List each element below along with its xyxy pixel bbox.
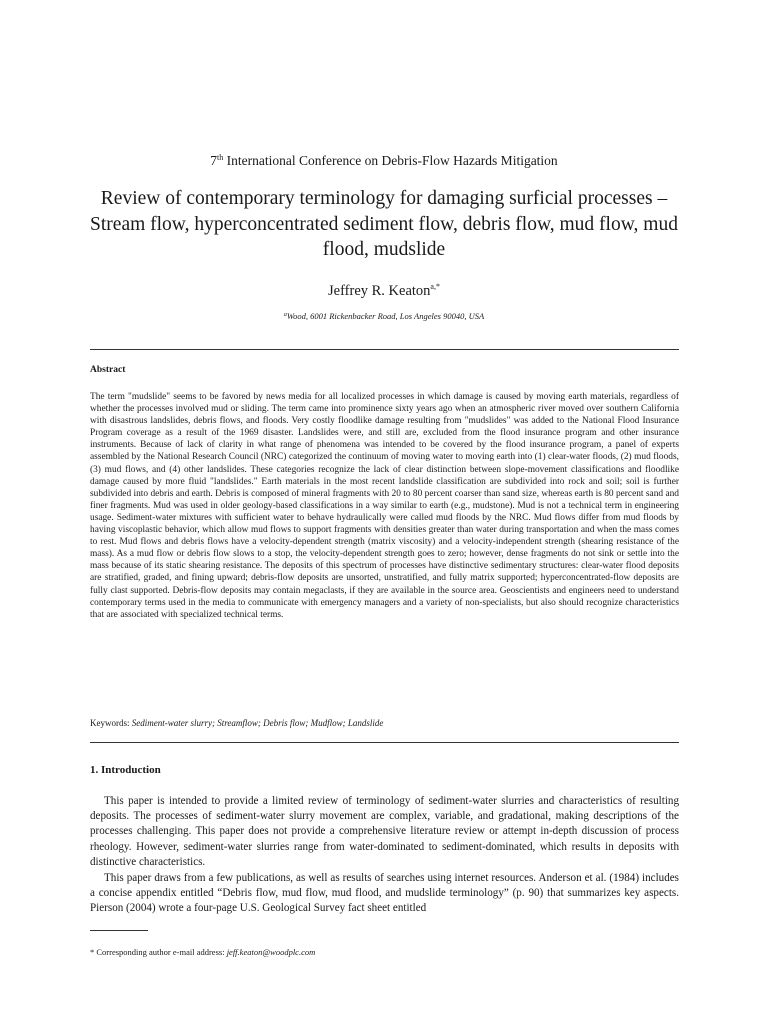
conference-number: 7 [210, 153, 218, 168]
footnote [90, 947, 315, 957]
bottom-divider [90, 742, 679, 743]
footnote-mark: * [90, 947, 95, 957]
footnote-email: jeff.keaton@woodplc.com [226, 947, 316, 957]
keywords-list: Sediment-water slurry; Streamflow; Debris flow; Mudflow; Landslide [131, 718, 384, 728]
author-name: Jeffrey R. Keaton [328, 283, 431, 299]
keywords-label: Keywords: [90, 718, 132, 728]
intro-paragraph-1: This paper is intended to provide a limited review of terminology of sediment-water slurries and characteristics of resulting deposits. The processes of sediment-water slurry movement are complex, variable, and gradational, making descriptions of the processes challenging. This paper does not provide a comprehensive literature review or attempt in-depth discussion of process rheology. However, sediment-water slurries range from water-dominated to sediment-dominated, which results in deposits with distinctive characteristics. [90, 795, 679, 868]
abstract-text: The term "mudslide" seems to be favored by news media for all localized processes in which damage is caused by moving earth materials, regardless of whether the processes involved mud or sliding. The term came into prominence sixty years ago when an atmospheric river moved over southern California with disastrous landslides, debris flows, and floods. Very costly floodlike damage resulting from "mudslides" was added to the National Flood Insurance Program coverage as a result of the 1969 disaster. Landslides were, and still are, excluded from the flood insurance program and other insurance instruments. Because of lack of clarity in what range of phenomena was intended to be covered by the flood insurance program, a panel of experts assembled by the National Research Council (NRC) categorized the continuum of moving water to moving earth into (1) clear-water floods, (2) mud floods, (3) mud flows, and (4) other landslides. These categories recognize the lack of clear distinction between slope-movement classifications and floodlike damage caused by more fluid "landslides." Earth materials in the most recent landslide classification are subdivided into rock and soil; soil is further subdivided into debris and earth. Debris is composed of mineral fragments with 20 to 80 percent coarser than sand size, whereas earth is 80 percent sand and finer fragments. Mud was used in older geology-based classifications in a way similar to earth (e.g., mudstone). Mud is not a technical term in engineering usage. Sediment-water mixtures with sufficient water to behave hydraulically were called mud floods by the NRC. Mud flows differ from mud floods by having viscoplastic behavior, which allow mud flows to support fragments with densities greater than water during transportation and when the mass comes to rest. Mud flows and debris flows have a velocity-dependent strength (matrix viscosity) and a velocity-independent strength (shearing resistance of the mass). As a mud flow or debris flow slows to a stop, the velocity-dependent strength goes to zero; however, dense fragments do not sink or settle into the mass because of its static shearing resistance. The deposits of this spectrum of processes have distinctive sedimentary structures: clear-water flood deposits are stratified, graded, and fining upward; debris-flow deposits are unsorted, unstratified, and fully matrix supported; hyperconcentrated-flow deposits are fully clast supported. Debris-flow deposits may contain megaclasts, if they are available in the source area. Geoscientists and engineers need to understand contemporary terms used in the media to communicate with emergency managers and a variety of non-specialists, but also should recognize characteristics that are associated with specialized technical terms. [90, 392, 679, 620]
affiliation [0, 311, 768, 321]
author-marks: a,* [430, 282, 440, 291]
author-line [0, 282, 768, 300]
affiliation-mark: a [283, 312, 287, 318]
keywords [90, 718, 679, 728]
section-heading-introduction: 1. Introduction [90, 764, 161, 776]
conference-name: International Conference on Debris-Flow Hazards Mitigation [223, 153, 558, 168]
paper-title: Review of contemporary terminology for damaging surficial processes – Stream flow, hyperconcentrated sediment flow, debris flow, mud flow, mud flood, mudslide [90, 188, 678, 260]
footnote-label: Corresponding author e-mail address: [94, 947, 227, 957]
footnote-divider [90, 930, 148, 931]
conference-header [0, 153, 768, 169]
conference-ordinal-suffix: th [217, 153, 224, 162]
top-divider [90, 349, 679, 350]
intro-paragraph-2: This paper draws from a few publications, as well as results of searches using internet resources. Anderson et al. (1984) includes a concise appendix entitled “Debris flow, mud flow, mud flood, and mudslide terminology” (p. 90) that summarizes key aspects. Pierson (2004) wrote a four-page U.S. Geological Survey fact sheet entitled [90, 872, 679, 915]
affiliation-text: Wood, 6001 Rickenbacker Road, Los Angeles 90040, USA [286, 311, 485, 321]
abstract-heading: Abstract [90, 365, 126, 375]
